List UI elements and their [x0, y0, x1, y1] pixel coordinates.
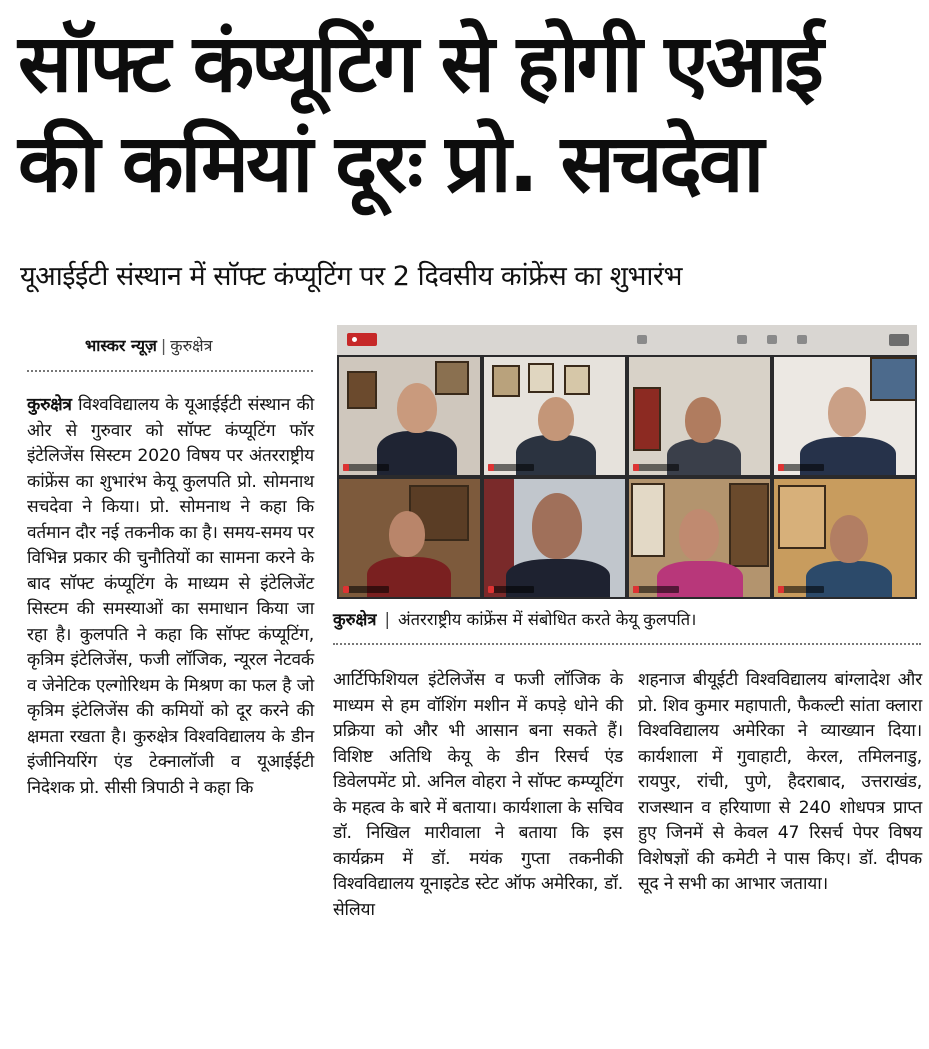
video-conference-photo — [337, 325, 917, 599]
grid-view-icon — [767, 335, 777, 344]
video-tile — [339, 479, 480, 597]
video-tile — [774, 357, 915, 475]
byline-divider — [27, 370, 313, 372]
article-column-3: शहनाज बीयूईटी विश्वविद्यालय बांग्लादेश और प्रो. शिव कुमार महापाती, फैकल्टी सांता क्लारा विश्वविद्यालय अमेरिका ने व्याख्यान दिया। कार्यशाला में गुवाहाटी, केरल, तमिलनाडु, रायपुर, रांची, पुणे, हैदराबाद, उत्तराखंड, राजस्थान व हरियाणा से 240 शोधपत्र प्राप्त हुए जिनमें से केवल 47 रिसर्च पेपर विषय विशेषज्ञों की कमेटी ने पास किए। डॉ. दीपक सूद ने सभी का आभार जताया। — [638, 670, 922, 894]
meeting-toolbar — [337, 325, 917, 355]
video-tile — [629, 357, 770, 475]
speaker-view-icon — [737, 335, 747, 344]
caption-separator: | — [384, 610, 391, 629]
video-tile-grid — [339, 357, 915, 597]
byline-source: भास्कर न्यूज़ — [85, 336, 157, 355]
video-tile — [484, 357, 625, 475]
subheadline: यूआईईटी संस्थान में सॉफ्ट कंप्यूटिंग पर 2 दिवसीय कांफ्रेंस का शुभारंभ — [20, 261, 682, 292]
caption-place: कुरुक्षेत्र — [333, 610, 377, 629]
byline-place: कुरुक्षेत्र — [170, 336, 213, 355]
record-dot-icon — [352, 337, 357, 342]
caption-divider — [333, 643, 921, 645]
headline-line-2: की कमियां दूरः प्रो. सचदेवा — [18, 117, 762, 210]
video-tile — [484, 479, 625, 597]
dateline: कुरुक्षेत्र — [27, 395, 72, 415]
self-view-icon — [889, 334, 909, 346]
video-tile — [339, 357, 480, 475]
caption-text: अंतरराष्ट्रीय कांफ्रेंस में संबोधित करते केयू कुलपति। — [398, 610, 697, 629]
byline-separator: | — [160, 336, 167, 355]
article-column-1 — [27, 393, 314, 801]
byline — [85, 334, 212, 356]
article-column-1-text: विश्वविद्यालय के यूआईईटी संस्थान की ओर से गुरुवार को सॉफ्ट कंप्यूटिंग फॉर इंटेलिजेंस सिस्टम 2020 विषय पर अंतरराष्ट्रीय कांफ्रेंस का शुभारंभ केयू कुलपति प्रो. सोमनाथ सचदेवा ने किया। प्रो. सोमनाथ ने कहा कि वर्तमान दौर नई तकनीक का है। समय-समय पर विभिन्न प्रकार की चुनौतियों का सामना करने के बाद सॉफ्ट कंप्यूटिंग के माध्यम से इंटेलिजेंट सिस्टम की समस्याओं का समाधान किया जा रहा है। कुलपति ने कहा कि सॉफ्ट कंप्यूटिंग, कृत्रिम इंटेलिजेंस, फजी लॉजिक, न्यूरल नेटवर्क व जेनेटिक एल्गोरिथम के मिश्रण का फल है जो कृत्रिम इंटेलिजेंस की कमियों को दूर करने की क्षमता रखता है। कुरुक्षेत्र विश्वविद्यालय के डीन इंजीनियरिंग एंड टेक्नालॉजी व यूआईईटी निदेशक प्रो. सीसी त्रिपाठी ने कहा कि — [27, 395, 314, 798]
headline-line-1: सॉफ्ट कंप्यूटिंग से होगी एआई — [18, 17, 821, 110]
photo-caption — [333, 607, 923, 630]
headline — [18, 14, 918, 214]
user-avatar-icon — [637, 335, 647, 344]
video-tile — [774, 479, 915, 597]
fullscreen-icon — [797, 335, 807, 344]
video-tile — [629, 479, 770, 597]
article-column-2: आर्टिफिशियल इंटेलिजेंस व फजी लॉजिक के माध्यम से हम वॉशिंग मशीन में कपड़े धोने की प्रक्रिया को और भी आसान बना सकते हैं। विशिष्ट अतिथि केयू के डीन रिसर्च एंड डिवेलपमेंट प्रो. अनिल वोहरा ने सॉफ्ट कम्प्यूटिंग के महत्व के बारे में बताया। कार्यशाला के सचिव डॉ. निखिल मारीवाला ने बताया कि इस कार्यक्रम में डॉ. मयंक गुप्ता तकनीकी विश्वविद्यालय यूनाइटेड स्टेट ऑफ अमेरिका, डॉ. सेलिया — [333, 670, 623, 920]
